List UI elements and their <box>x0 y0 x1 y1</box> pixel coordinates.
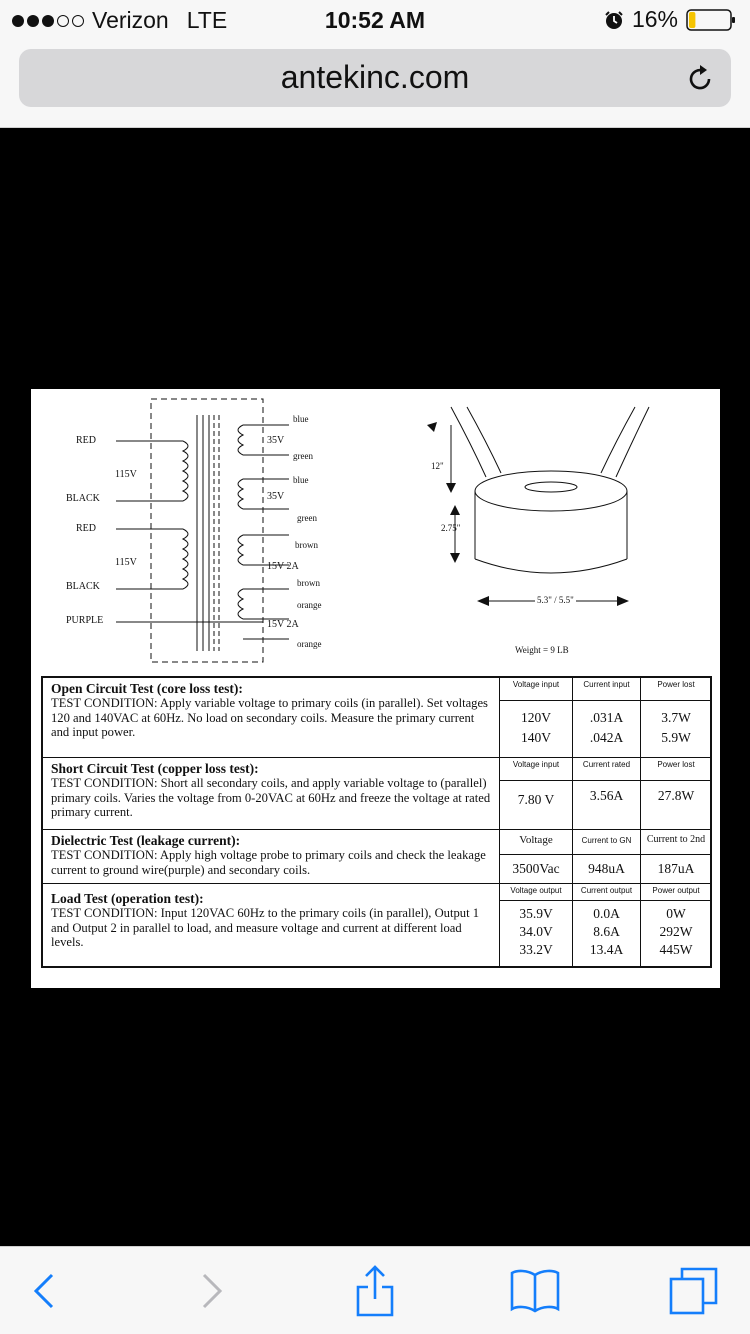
wire-label: RED <box>76 435 96 446</box>
table-cell: 3500Vac <box>512 861 560 876</box>
test-body: TEST CONDITION: Short all secondary coils, and apply variable voltage to (parallel) primary coils. Varies the voltage from 0-20VAC at 60Hz and freeze the voltage at rated primary current. <box>51 776 491 820</box>
column-header: Power output <box>652 886 700 895</box>
wire-label: BLACK <box>66 581 100 592</box>
table-cell: 3.7W <box>661 710 691 725</box>
test-body: TEST CONDITION: Apply high voltage probe to primary coils and check the leakage current to ground wire(purple) and secondary coils. <box>51 848 486 877</box>
wire-color-label: brown <box>297 578 320 588</box>
test-title: Short Circuit Test (copper loss test): <box>51 761 259 776</box>
table-cell: 8.6A <box>593 924 620 939</box>
column-header: Power lost <box>657 760 695 769</box>
test-title: Load Test (operation test): <box>51 891 204 906</box>
test-title: Open Circuit Test (core loss test): <box>51 681 243 696</box>
column-header: Voltage <box>519 834 553 846</box>
wire-color-label: orange <box>297 639 322 649</box>
battery-icon <box>686 8 736 32</box>
test-values <box>499 758 710 829</box>
test-description <box>51 834 491 877</box>
primary-voltage-label: 115V <box>115 469 137 480</box>
wire-label: BLACK <box>66 493 100 504</box>
test-description <box>51 892 491 950</box>
table-cell: 0.0A <box>593 906 620 921</box>
table-cell: 187uA <box>657 861 695 876</box>
status-bar <box>0 0 750 40</box>
wire-color-label: blue <box>293 414 309 424</box>
network-type: LTE <box>186 7 228 33</box>
battery-percent: 16% <box>631 6 678 32</box>
test-body: TEST CONDITION: Input 120VAC 60Hz to the primary coils (in parallel), Output 1 and Output 2 in parallel to load, and measure voltage and current at different load levels. <box>51 906 480 950</box>
table-cell: 292W <box>659 924 693 939</box>
test-row-short-circuit <box>43 758 710 830</box>
forward-icon[interactable] <box>186 1265 238 1317</box>
table-cell: 5.9W <box>661 730 691 745</box>
dimension-label: 12" <box>431 461 444 471</box>
wire-color-label: blue <box>293 475 309 485</box>
dimension-label: 2.75" <box>441 523 461 533</box>
status-right <box>604 6 736 33</box>
column-header: Voltage input <box>512 760 560 769</box>
table-cell: .042A <box>589 730 624 745</box>
secondary-label: 35V <box>267 435 285 446</box>
column-header: Current input <box>583 680 630 689</box>
test-values <box>499 678 710 757</box>
carrier-name: Verizon <box>92 7 169 33</box>
table-cell: 140V <box>521 730 551 745</box>
test-row-load <box>43 884 710 966</box>
wire-color-label: green <box>297 513 317 523</box>
table-cell: 13.4A <box>589 942 624 957</box>
reload-icon[interactable] <box>683 62 717 96</box>
wire-color-label: orange <box>297 600 322 610</box>
table-cell: 948uA <box>588 861 625 876</box>
transformer-spec-image <box>31 389 720 988</box>
table-cell: 33.2V <box>519 942 553 957</box>
wire-color-label: brown <box>295 540 318 550</box>
secondary-label: 15V 2A <box>267 619 299 630</box>
alarm-icon <box>604 10 624 30</box>
column-header: Power lost <box>657 680 695 689</box>
column-header: Current to 2nd <box>646 834 706 845</box>
table-cell: 7.80 V <box>517 792 555 807</box>
weight-label: Weight = 9 LB <box>515 645 569 655</box>
browser-chrome-top <box>0 0 750 128</box>
test-values <box>499 884 710 966</box>
column-header: Current output <box>580 886 633 895</box>
wire-color-label: green <box>293 451 313 461</box>
secondary-label: 15V 2A <box>267 561 299 572</box>
test-body: TEST CONDITION: Apply variable voltage to primary coils (in parallel). Set voltages 120 and 140VAC at 60Hz. No load on secondary coils. Measure the primary current and input power. <box>51 696 488 740</box>
share-icon[interactable] <box>349 1265 401 1317</box>
test-description <box>51 762 491 820</box>
test-description <box>51 682 491 740</box>
wire-label: PURPLE <box>66 615 104 626</box>
wire-label: RED <box>76 523 96 534</box>
table-cell: 34.0V <box>519 924 553 939</box>
test-values <box>499 830 710 883</box>
back-icon[interactable] <box>18 1265 70 1317</box>
url-text[interactable]: antekinc.com <box>280 59 470 95</box>
table-cell: 120V <box>521 710 551 725</box>
bookmarks-icon[interactable] <box>509 1265 561 1317</box>
table-cell: 445W <box>659 942 693 957</box>
table-cell: 27.8W <box>657 788 695 803</box>
table-cell: 0W <box>666 906 686 921</box>
test-title: Dielectric Test (leakage current): <box>51 833 241 848</box>
secondary-label: 35V <box>267 491 285 502</box>
primary-voltage-label: 115V <box>115 557 137 568</box>
column-header: Current rated <box>582 760 631 769</box>
column-header: Voltage input <box>512 680 560 689</box>
test-row-dielectric <box>43 830 710 884</box>
column-header: Voltage output <box>510 886 562 895</box>
table-cell: 35.9V <box>519 906 553 921</box>
transformer-diagram <box>31 389 720 679</box>
table-cell: 3.56A <box>589 788 624 803</box>
table-cell: .031A <box>589 710 624 725</box>
column-header: Current to GN <box>581 836 632 845</box>
browser-toolbar <box>0 1246 750 1334</box>
dimension-label: 5.3" / 5.5" <box>537 595 574 605</box>
tabs-icon[interactable] <box>668 1265 720 1317</box>
test-row-open-circuit <box>43 678 710 758</box>
test-results-table <box>41 676 712 968</box>
clock: 10:52 AM <box>324 7 426 33</box>
address-bar[interactable] <box>19 49 731 107</box>
